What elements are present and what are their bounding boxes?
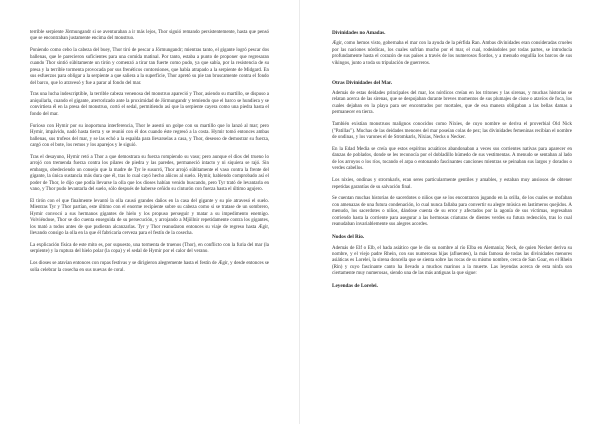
paragraph: Poniendo como cebo la cabeza del buey, Thor tiró de pescar a Jörmungandr; mientras tanto, el gigante logró pescar dos ballenas, que le parecieron suficientes para una comida matinal. Por tanto, estaba a punto de proponer que regresaran cuando Thor sintió súbitamente un tirón y comenzó a tirar tan fuerte como pudo, ya que sabía, por la resistencia de su presa y la terrible tormenta provocada por sus frenéticos contorsiones, que había atrapado a la serpiente de Midgard. En sus esfuerzos para obligar a la serpiente a que saliera a la superficie, Thor apretó su pie tan bruscamente contra el fondo del barco, que lo atravesó y fue a parar al fondo del mar.	[30, 48, 269, 86]
section-heading: Nodos del Río.	[332, 234, 365, 241]
section-heading: Otras Divinidades del Mar.	[332, 79, 393, 86]
paragraph: Los dioses se atavían entonces con ropas festivas y se dirigieron alegremente hasta el festín de Ægir, y desde entonces se solía celebrar la cosecha en sus nuevas de coral.	[30, 261, 269, 273]
paragraph: El tirón con el que finalmente levantó la olla causó grandes daños en la casa del gigante y su pie atravesó el suelo. Mientras Tyr y Thor partían, este último con el enorme recipiente sobre su cabeza como si se tratase de un sombrero, Hymir convocó a sus hermanos gigantes de hielo y los propuso perseguir y matar a su impedimento enemigo. Volviéndose, Thor se dio cuenta enseguida de su persecución, y arrojando a Mjöllnir repetidamente contra los gigantes, los mató a todos antes de que pudieran alcanzarlas. Tyr y Thor reanudaron entonces su viaje de regreso hasta Ægir, llevando consigo la olla en la que él fabricaría cerveza para el festín de la cosecha.	[30, 198, 269, 237]
paragraph: Los nixies, ondinas y strornkarls, eran seres particularmente gentiles y amables, y estaban muy ansiosos de obtener repetidas garantías de su salvación final.	[332, 178, 572, 190]
paragraph: La explicación física de este mito es, por supuesto, una tormenta de truenos (Thor), en conflicto con la furia del mar (la serpiente) y la ruptura del hielo polar (la copa) y el sedal de Hymir por el calor del verano.	[30, 243, 269, 255]
paragraph: También existían monstruos malignos conocidos como Nixies, de cuyo nombre se deriva el proverbial Old Nick ("Patillas"). Muchas de las deidades menores del mar poseían colas de pez; las divinidades femeninas recibían el nombre de ondinas, y los varones el de Stromkarls, Nixias, Necks o Necker.	[332, 122, 572, 141]
paragraph: Además de estas deidades principales del mar, los nórdicos creían en los tritones y las sirenas, y muchas historias se relatan acerca de las sirenas, que se despojaban durante breves momentos de sus plumajes de cisne o atavíos de foca, los cuales dejaban en la playa para ser encontrados por mortales, que de esa manera obligaban a las bellas damas a permanecer en tierra.	[332, 91, 572, 116]
section-heading: Leyendas de Lorelei.	[332, 283, 378, 290]
right-page	[300, 0, 600, 424]
paragraph: terrible serpiente Jörmungandr si se aventuraban a ir más lejos, Thor siguió remando persistentemente, hasta que pensó que se encontraban justamente encima del monstruo.	[30, 30, 269, 42]
right-column	[332, 30, 572, 290]
paragraph: Ægir, como hemos visto, gobernaba el mar con la ayuda de la pérfida Ran. Ambas divinidades eran consideradas crueles por las naciones nórdicas, los cuales sufrían mucho por el mar, el cual, rodeándoles por todas partes, se introducía profundamente hasta el corazón de sus países a través de los numerosos fiordos, y a menudo engullía los barcos de sus vikingos, junto a toda su tripulación de guerreros.	[332, 41, 572, 66]
paragraph: Furioso con Hymir por su inoportuna interferencia, Thor le asestó un golpe con su martillo que lo lanzó al mar; pero Hymir, impávido, nadó hasta tierra y se reunió con él dos cuando éste regresó a la costa. Hymir tomó entonces ambas ballenas, sus trofeos del mar, y se las echó a la espalda para llevarselas a casa, y Thor, deseoso de demostrar su fuerza, cargó con el bote, los remos y los aparejos y le siguió.	[30, 123, 269, 148]
paragraph: Tras el desayuno, Hymir retó a Thor a que demostrara su fuerza rompiendo su vaso; pero aunque el dios del trueno lo arrojó con tremenda fuerza contra los pilares de piedra y las paredes, permaneció intacto y ni siquiera se rajó. Sin embargo, obedeciendo un consejo que la madre de Tyr le susurró, Thor arrojó súbitamente el vaso contra la frente del gigante, la única sustancia más dura que él, tras lo cual cayó hecho añicos al suelo. Hymir, habiendo comprobado así el poder de Thor, le dijo que podía llevarse la olla que los dioses habían venido buscando, pero Tyr trató de levantarla en vano, y Thor pudo levantarla del suelo, sólo después de haberse ceñido su cinturón con fuerza hasta el último agujero.	[30, 154, 269, 193]
paragraph: Además de Elf o Elb, el hada asiático que le dio su nombre al río Elba en Alemania; Neck, de quien Necker deriva su nombre, y el viejo padre Rhein, con sus numerosas hijas (afluentes), la más famosa de todas las divinidades menores asiáticas es Lorelei, la sirena doncella que se sienta sobre las rocas de su mismo nombre, cerca de San Goar, en el Rhein (Rin) y cuyo fascinante canto ha llevado a muchos marinos a la muerte. Las leyendas acerca de esta ninfa son ciertamente muy numerosas, siendo una de las más antiguas la que sigue:	[332, 245, 572, 277]
paragraph: Tras una lucha indescriptible, la terrible cabeza venenosa del monstruo apareció y Thor, asiendo su martillo, se dispuso a aniquilarla, cuando el gigante, aterrorizado ante la proximidad de Jörmungandr y temiendo que el barco se hundiera y se convirtiera él en la presa del monstruo, cortó el sedal, permitiendo así que la serpiente cayera como una piedra hasta el fondo del mar.	[30, 92, 269, 117]
paragraph: En la Edad Media se creía que estos espíritus acuáticos abandonaban a veces sus corrientes nativas para aparecer en danzas de poblados, donde se les reconocía por el dobladillo húmedo de sus vestimentas. A menudo se sentaban al lado de los arroyos o los ríos, tocando el arpa o entonando fascinantes canciones mientras se peinaban sus largos y dorados o verdes cabellos.	[332, 146, 572, 172]
section-heading: Divinidades no Amadas.	[332, 30, 386, 36]
section-spacer	[332, 73, 572, 80]
paragraph: Se cuentan muchas historias de sacerdotes o niños que se los encontraron jugando en la orilla, de los cuales se mofaban con amenazas de una futura condenación, lo cual nunca fallaba para convertir su alegre música en lastimeros quejidos. A menudo, los sacerdotes o niños, dándose cuenta de su error y afectados por la agonía de sus víctimas, regresaban corriendo hasta la corriente para asegurar a las hermosas criaturas de dientes verdes su futura redención, tras lo cual reanudaban invariablemente sus alegres acordes.	[332, 196, 572, 228]
left-column	[30, 30, 269, 274]
